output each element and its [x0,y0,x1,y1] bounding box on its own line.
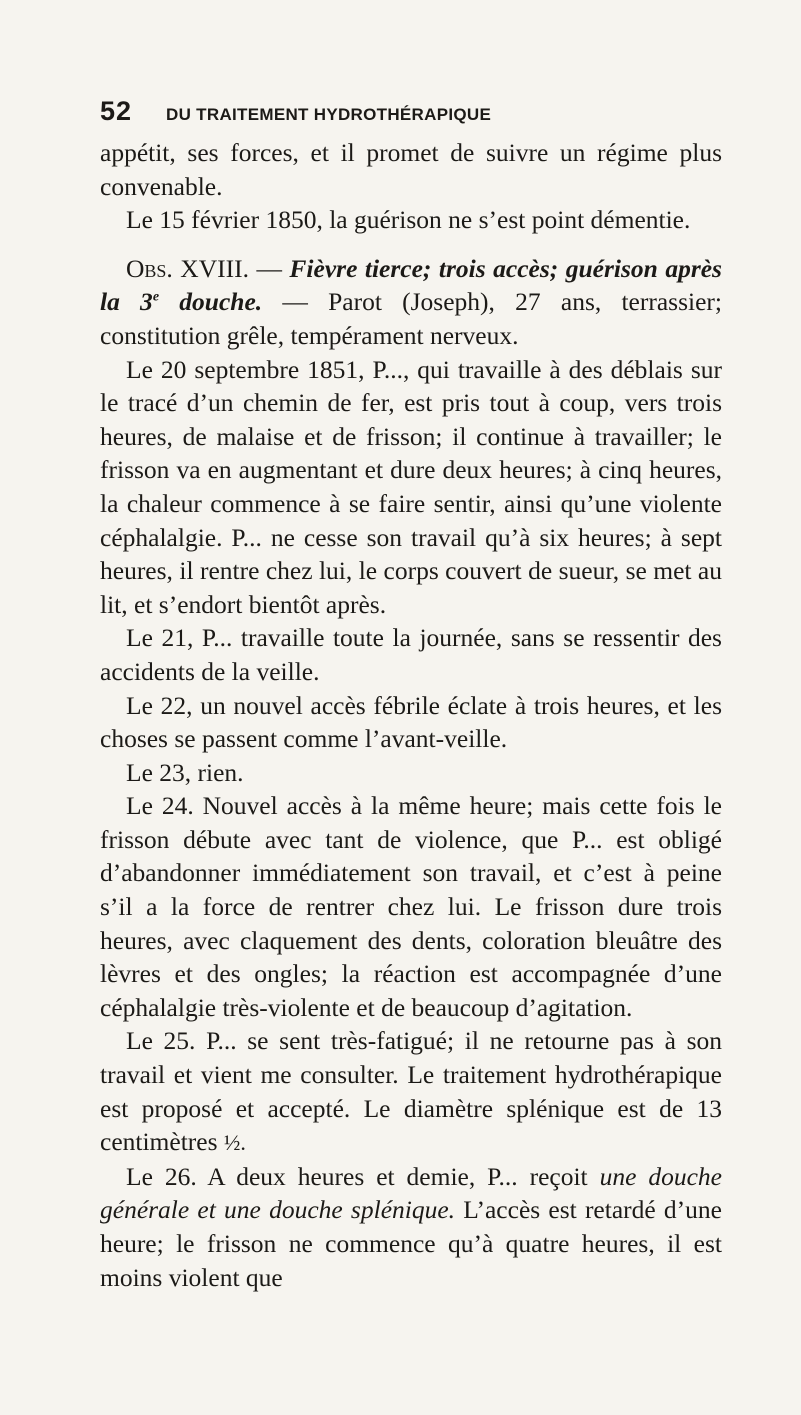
body-text [100,136,722,1294]
paragraph [100,1160,722,1294]
observation-heading [100,252,722,353]
paragraph: Le 15 février 1850, la guérison ne s’est point démentie. [126,205,691,235]
observation-title-part: douche. [159,287,263,317]
dash: — [262,287,329,317]
paragraph: Le 24. Nouvel accès à la même heure; mais cette fois le frisson débute avec tant de violence, que P... est obligé d’abandonner immédiatement son travail, et c’est à peine s’il a la force de rentrer chez lui. Le frisson dure trois heures, avec claquement des dents, coloration bleuâtre des lèvres et des ongles; la réaction est accompagnée d’une céphalalgie très-violente et de beaucoup d’agitation. [100,791,722,1022]
ordinal-superscript: e [152,289,160,305]
page-header [100,96,722,136]
paragraph: Le 20 septembre 1851, P..., qui travaille à des déblais sur le tracé d’un chemin de fer, est pris tout à coup, vers trois heures, de malaise et de frisson; il continue à travailler; le frisson va en augmentant et dure deux heures; à cinq heures, la chaleur commence à se faire sentir, ainsi qu’une violente céphalalgie. P... ne cesse son travail qu’à six heures; à sept heures, il rentre chez lui, le corps couvert de sueur, se met au lit, et s’endort bientôt après. [100,354,722,619]
paragraph: Le 23, rien. [126,757,244,787]
observation-text: Parot (Joseph), 27 ans, terrassier; constitution grêle, tempérament nerveux. [100,287,722,350]
book-page [100,96,722,1294]
paragraph: Le 21, P... travaille toute la journée, sans se ressentir des accidents de la veille. [100,623,722,686]
paragraph-continuation: appétit, ses forces, et il promet de suivre un régime plus convenable. [100,138,722,201]
fraction: ½. [223,1130,246,1156]
paragraph: Le 22, un nouvel accès fébrile éclate à trois heures, et les choses se passent comme l’avant-veille. [100,690,722,754]
emphasis-text: une douche générale et une douche splénique. [100,1161,722,1225]
observation-title-part: Fièvre tierce; trois accès; guérison après la 3 [100,253,722,317]
observation-label: Obs. XVIII. [126,253,249,283]
paragraph-text: L’accès est retardé d’une heure; le frisson ne commence qu’à quatre heures, il est moins violent que [100,1195,722,1292]
running-title: DU TRAITEMENT HYDROTHÉRAPIQUE [166,105,492,124]
dash: — [248,253,290,283]
paragraph [100,1024,722,1159]
paragraph-text: Le 26. A deux heures et demie, P... reçoit [126,1161,600,1191]
page-number: 52 [100,96,133,126]
paragraph-text: Le 25. P... se sent très-fatigué; il ne retourne pas à son travail et vient me consulter. Le traitement hydrothérapique est proposé et accepté. Le diamètre splénique est de 13 centimètres [100,1026,722,1157]
